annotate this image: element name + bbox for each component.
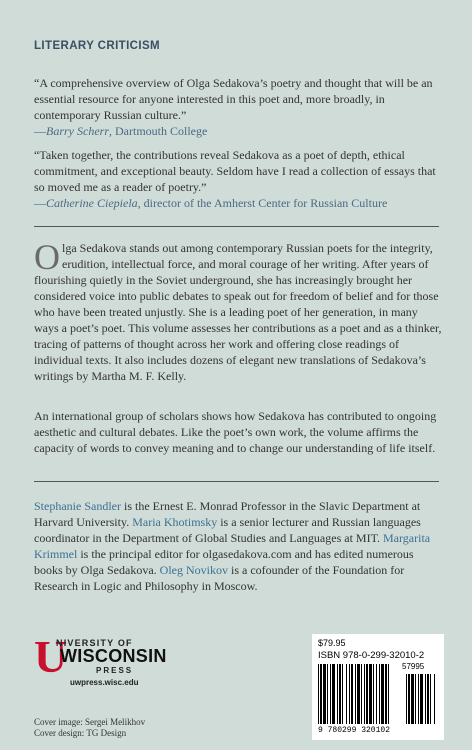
isbn: ISBN 978-0-299-32010-2 <box>318 650 425 661</box>
blurb-affiliation: , director of the Amherst Center for Russian Culture <box>137 196 388 210</box>
editor-name: Maria Khotimsky <box>132 515 218 529</box>
blurb-affiliation: , Dartmouth College <box>109 124 208 138</box>
drop-cap: O <box>34 237 60 277</box>
price-supplement: 57995 <box>402 662 425 671</box>
blurb-quote <box>34 75 444 139</box>
publisher-logo-main: WISCONSIN <box>60 646 167 666</box>
publisher-logo-press: PRESS <box>96 666 134 675</box>
blurb-author: Barry Scherr <box>46 124 109 138</box>
editors-bio: Stephanie Sandler is the Ernest E. Monrad Professor in the Slavic Department at Harvard University. Maria Khotimsky is a senior lecturer and Russian languages coordinator in the Department of Global Studies and Languages at MIT. Margarita Krimmel is the principal editor for olgasedakova.com and has edited numerous books by Olga Sedakova. Oleg Novikov is a cofounder of the Foundation for Research in Logic and Philosophy in Moscow. <box>34 499 431 593</box>
blurb-text: “A comprehensive overview of Olga Sedakova’s poetry and thought that will be an essential resource for anyone interested in this poet and, more broadly, in contemporary Russian culture.” <box>34 76 433 122</box>
category-label: LITERARY CRITICISM <box>34 40 161 52</box>
barcode-panel <box>312 634 444 740</box>
cover-image-credit: Cover image: Sergei Melikhov <box>34 717 146 727</box>
barcode-digits: 9 780299 320102 <box>318 726 391 735</box>
publisher-logo <box>34 631 204 694</box>
cover-credits <box>34 717 145 739</box>
price: $79.95 <box>318 638 346 648</box>
barcode-icon <box>318 664 438 726</box>
editor-name: Margarita Krimmel <box>34 531 431 561</box>
publisher-logo-top: NIVERSITY OF <box>56 638 133 648</box>
blurb-quote <box>34 147 444 211</box>
publisher-url: uwpress.wisc.edu <box>70 678 139 687</box>
description-paragraph: An international group of scholars shows how Sedakova has contributed to ongoing aesthetic and cultural debates. Like the poet’s own work, the volume affirms the capacity of words to convey meaning and to change our understanding of life itself. <box>34 409 437 455</box>
blurb-attribution: —Barry Scherr, Dartmouth College <box>34 124 208 138</box>
editor-name: Oleg Novikov <box>159 563 228 577</box>
blurb-author: Catherine Ciepiela <box>46 196 138 210</box>
blurb-attribution: —Catherine Ciepiela, director of the Amherst Center for Russian Culture <box>34 196 388 210</box>
blurb-text: “Taken together, the contributions reveal Sedakova as a poet of depth, ethical commitment, and exceptional beauty. Seldom have I read a collection of essays that so moved me as a reader of poetry.” <box>34 148 436 194</box>
description-paragraph <box>34 237 442 384</box>
divider <box>34 226 439 227</box>
publisher-logo-mark: U <box>34 631 68 682</box>
divider <box>34 481 439 482</box>
editor-name: Stephanie Sandler <box>34 499 121 513</box>
description-text: lga Sedakova stands out among contemporary Russian poets for the integrity, erudition, intellectual force, and moral courage of her writing. After years of flourishing quietly in the Soviet underground, she has increasingly brought her considered voice into public debates to speak out for freedom of belief and for those who have been treated unjustly. She is a leading poet of her generation, in many ways a poet’s poet. This volume assesses her contributions as a poet and as a thinker, tracing of patterns of thought across her work and offering close readings of individual texts. It also includes dozens of elegant new translations of Sedakova’s writings by Martha M. F. Kelly. <box>34 241 442 383</box>
cover-design-credit: Cover design: TG Design <box>34 728 127 738</box>
